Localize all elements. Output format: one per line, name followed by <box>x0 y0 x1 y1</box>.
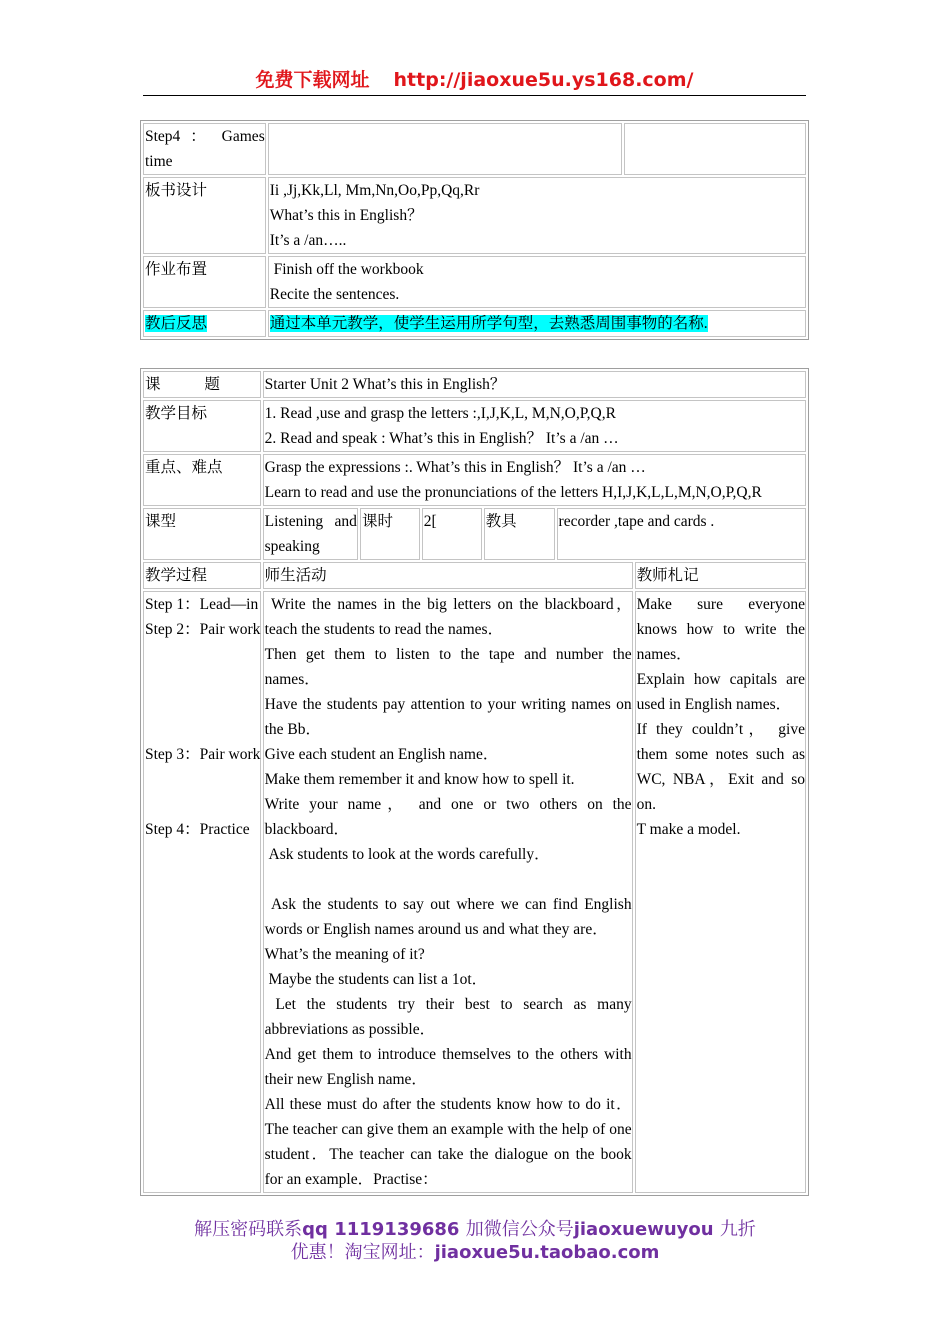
activity-para: What’s the meaning of it? <box>264 946 425 963</box>
process-label: 教学过程 <box>143 562 261 589</box>
board-design-cell <box>268 177 806 254</box>
page-footer <box>120 1218 830 1264</box>
notes-para: Make sure everyone knows how to write the names． <box>636 596 805 663</box>
steps-cell <box>143 591 261 1193</box>
reflection-text: 通过本单元教学，使学生运用所学句型，去熟悉周围事物的名称. <box>269 315 708 332</box>
activity-para: Ask students to look at the words carefully． <box>264 846 550 863</box>
key-line: Grasp the expressions :. What’s this in English？ It’s a /an … <box>264 459 646 476</box>
activity-blank-line <box>265 867 632 892</box>
step-3: Step 3：Pair work <box>145 746 261 763</box>
step4-label: Step4 ： Games time <box>143 123 266 175</box>
aids-label: 教具 <box>484 508 555 560</box>
topic-label <box>143 371 261 398</box>
aids-value: recorder ,tape and cards . <box>557 508 806 560</box>
step-4: Step 4：Practice <box>145 821 250 838</box>
activity-para: Write the names in the big letters on the blackboard，teach the students to read the names． <box>264 596 632 638</box>
reflection-label <box>143 310 266 337</box>
reflection-label-text: 教后反思 <box>145 315 208 332</box>
notes-cell <box>635 591 806 1193</box>
activity-para: Make them remember it and know how to spell it. <box>264 771 575 788</box>
key-line: Learn to read and use the pronunciations of the letters H,I,J,K,L,L,M,N,O,P,Q,R <box>264 484 762 501</box>
activity-para: All these must do after the students know how to do it．The teacher can give them an example with the help of one student．The teacher can take the dialogue on the book for an example．Practise： <box>264 1096 632 1188</box>
footer-text: 解压密码联系 <box>194 1219 303 1240</box>
board-line: Ii ,Jj,Kk,Ll, Mm,Nn,Oo,Pp,Qq,Rr <box>269 182 480 199</box>
activity-para: Let the students try their best to search as many abbreviations as possible． <box>264 996 636 1038</box>
footer-qq: qq 1119139686 <box>302 1219 460 1240</box>
activity-para: Give each student an English name． <box>264 746 499 763</box>
lesson-table-1 <box>140 120 809 340</box>
homework-cell <box>268 256 806 308</box>
board-line: What’s this in English？ <box>269 207 423 224</box>
reflection-cell <box>268 310 806 337</box>
footer-text: 优惠！淘宝网址： <box>290 1242 435 1263</box>
header-url-link[interactable]: http://jiaoxue5u.ys168.com/ <box>393 69 694 91</box>
notes-para: If they couldn’t， give them some notes such as WC, NBA，Exit and so on. <box>636 721 805 813</box>
goal-line: 1. Read ,use and grasp the letters :,I,J,K,L, M,N,O,P,Q,R <box>264 405 616 422</box>
step-1: Step 1：Lead—in <box>145 596 259 613</box>
step-2: Step 2：Pair work <box>145 621 261 638</box>
notes-para: Explain how capitals are used in English names． <box>636 671 805 713</box>
homework-line: Finish off the workbook <box>269 261 424 278</box>
key-points-label: 重点、难点 <box>143 454 261 506</box>
goal-label: 教学目标 <box>143 400 261 452</box>
activity-para: And get them to introduce themselves to the others with their new English name． <box>264 1046 632 1088</box>
footer-line-1 <box>120 1218 830 1241</box>
topic-label-text: 课 题 <box>145 376 220 393</box>
footer-taobao-link[interactable]: jiaoxue5u.taobao.com <box>434 1242 660 1263</box>
page-header <box>143 66 806 96</box>
board-design-label: 板书设计 <box>143 177 266 254</box>
lesson-table-2 <box>140 368 809 1196</box>
homework-label: 作业布置 <box>143 256 266 308</box>
goal-line: 2. Read and speak : What’s this in English？ It’s a /an … <box>264 430 619 447</box>
lesson-type-value: Listening and speaking <box>263 508 358 560</box>
homework-line: Recite the sentences. <box>269 286 400 303</box>
activity-header: 师生活动 <box>263 562 633 589</box>
step4-notes-cell <box>624 123 806 175</box>
activity-para: Write your name， and one or two others on the blackboard． <box>264 796 632 838</box>
header-label: 免费下载网址 <box>255 69 370 91</box>
period-value: 2[ <box>422 508 482 560</box>
activity-para: Ask the students to say out where we can find English words or English names around us and what they are． <box>264 896 636 938</box>
activity-para: Have the students pay attention to your writing names on the Bb． <box>264 696 632 738</box>
lesson-type-label: 课型 <box>143 508 261 560</box>
topic-value: Starter Unit 2 What’s this in English？ <box>263 371 806 398</box>
activity-para: Maybe the students can list a 1ot． <box>264 971 488 988</box>
board-line: It’s a /an….. <box>269 232 347 249</box>
activity-para: Then get them to listen to the tape and number the names． <box>264 646 632 688</box>
period-label: 课时 <box>360 508 420 560</box>
activity-cell <box>263 591 636 1193</box>
goal-cell <box>263 400 806 452</box>
step4-activity-cell <box>268 123 622 175</box>
footer-text: 加微信公众号 <box>465 1219 574 1240</box>
footer-line-2 <box>120 1241 830 1264</box>
notes-header: 教师札记 <box>635 562 806 589</box>
notes-para: T make a model. <box>636 821 741 838</box>
key-points-cell <box>263 454 806 506</box>
footer-wechat: jiaoxuewuyou <box>573 1219 714 1240</box>
footer-text: 九折 <box>719 1219 756 1240</box>
